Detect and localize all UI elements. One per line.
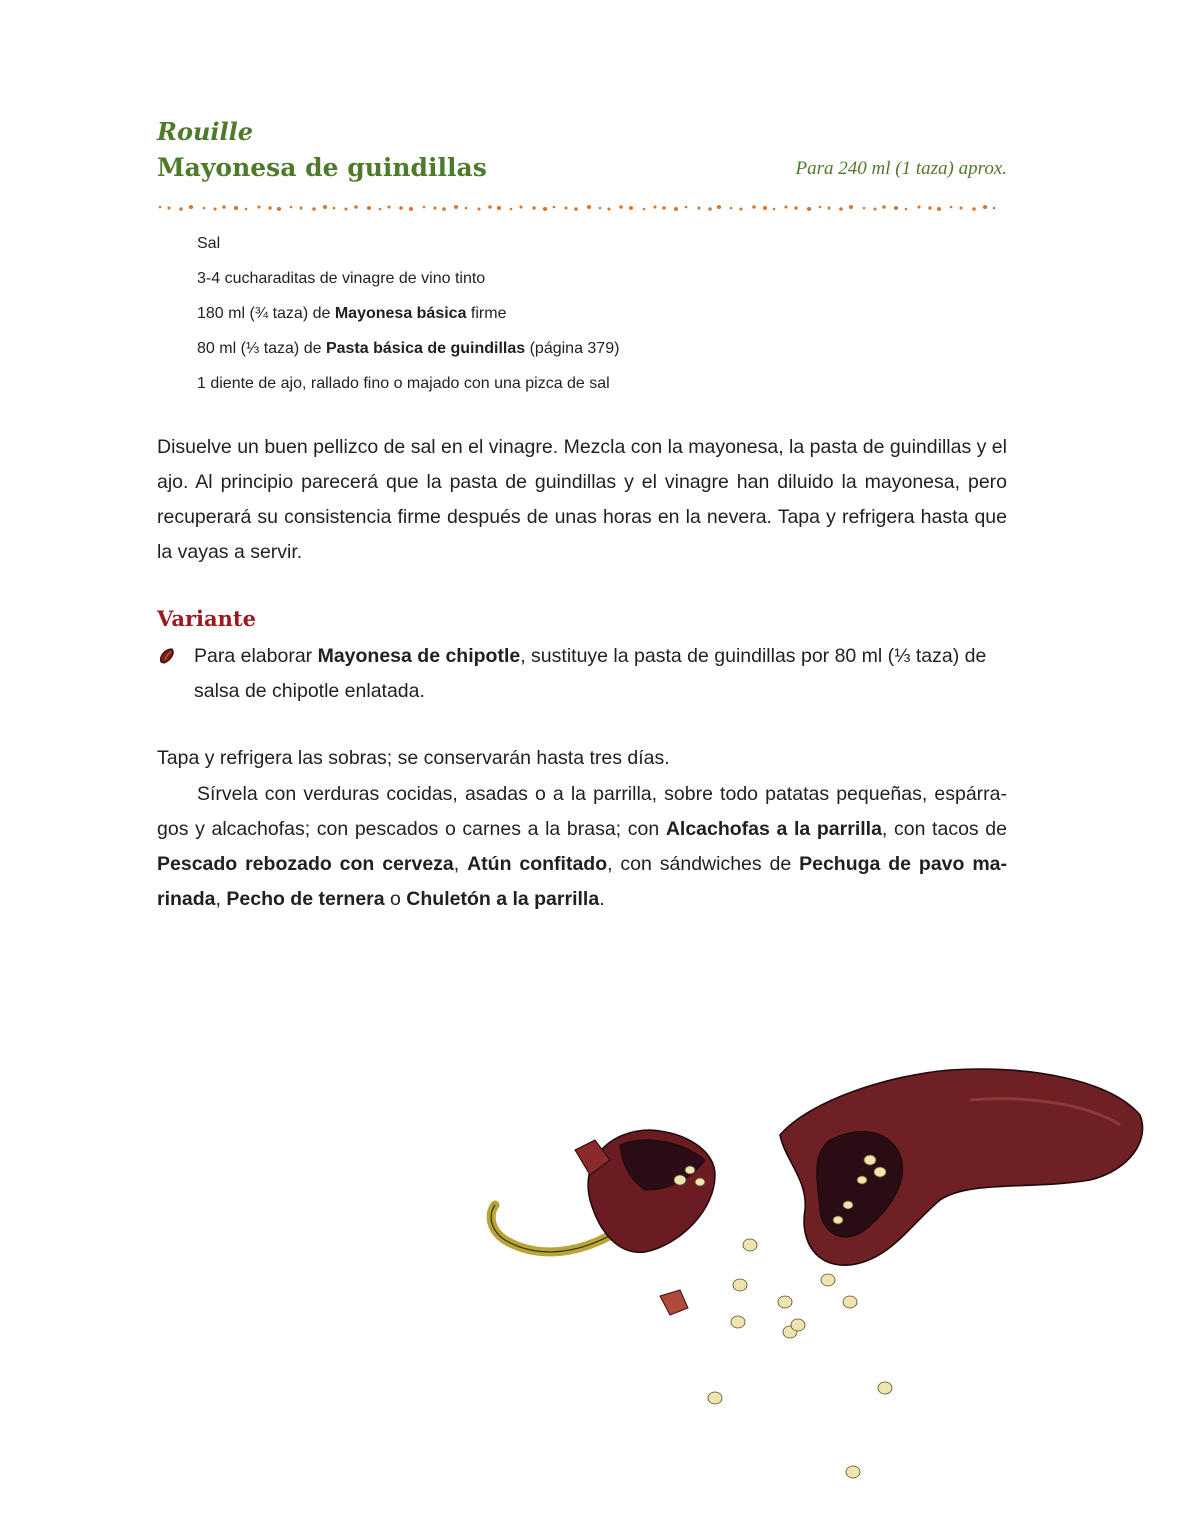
variant-text: Para elaborar Mayonesa de chipotle, sustituye la pasta de guindillas por 80 ml (⅓ taza) de salsa de chipotle enlatada. <box>194 645 987 702</box>
dried-chile-illustration <box>470 1040 1170 1500</box>
divider-dot <box>959 206 962 209</box>
divider-dot <box>839 207 843 211</box>
divider-dot <box>497 206 501 210</box>
divider-dot <box>685 206 688 209</box>
divider-dot <box>599 207 602 210</box>
recipe-link: Pescado rebozado con cerveza <box>157 853 454 875</box>
list-item: Sal <box>197 235 221 252</box>
storage-paragraph: Tapa y refrigera las sobras; se conservarán hasta tres días. <box>157 747 670 769</box>
divider-dot <box>708 207 712 211</box>
recipe-yield: Para 240 ml (1 taza) aprox. <box>795 158 1007 179</box>
chile-chip <box>660 1290 688 1315</box>
divider-dot <box>905 208 908 211</box>
recipe-link: Atún confitado <box>467 853 608 875</box>
recipe-link: Mayonesa de chipotle <box>317 645 521 667</box>
variant-heading: Variante <box>157 606 256 631</box>
divider-dot <box>553 206 556 209</box>
divider-dot <box>784 205 787 208</box>
divider-dot <box>299 206 302 209</box>
divider-dot <box>290 206 293 209</box>
divider-dot <box>894 206 898 210</box>
divider-dot <box>674 207 678 211</box>
divider-dot <box>423 206 426 209</box>
divider-dot <box>574 207 578 211</box>
divider-dot <box>882 205 886 209</box>
divider-dot <box>752 205 756 209</box>
recipe-link: Pecho de ternera <box>226 888 385 910</box>
divider-dot <box>730 207 733 210</box>
divider-dot <box>662 206 666 210</box>
divider-dot <box>697 206 700 209</box>
divider-dot <box>937 207 941 211</box>
divider-dot <box>983 205 987 209</box>
divider-dot <box>234 206 238 210</box>
divider-dot <box>993 207 996 210</box>
divider-dot <box>510 208 513 211</box>
ingredient-list <box>197 226 619 401</box>
divider-dot <box>179 207 183 211</box>
divider-dot <box>344 207 347 210</box>
divider-dot <box>488 205 492 209</box>
chile-seeds <box>708 1239 892 1478</box>
list-item: 1 diente de ajo, rallado fino o majado con una pizca de sal <box>197 375 610 392</box>
recipe-link: Chuletón a la parrilla <box>406 888 600 910</box>
divider-dot <box>442 207 446 211</box>
divider-dot <box>950 206 953 209</box>
divider-dot <box>917 205 920 208</box>
divider-dot <box>454 205 458 209</box>
serving-paragraph: Sírvela con verduras cocidas, asadas o a la parrilla, sobre todo patatas pequeñas, espárragos y alcachofas; con pescados o carnes a la brasa; con Alcachofas a la parrilla, con tacos de Pescado rebozado con cerveza, Atún confitado, con sándwiches de Pechuga de pavo marinada, Pecho de ternera o Chuletón a la parrilla. <box>157 783 1007 910</box>
divider-dot <box>477 207 480 210</box>
divider-dot <box>159 206 162 209</box>
divider-dot <box>532 206 536 210</box>
divider-dot <box>323 205 327 209</box>
divider-dot <box>189 205 193 209</box>
divider-dot <box>268 206 272 210</box>
divider-dot <box>928 206 932 210</box>
divider-dot <box>794 206 798 210</box>
divider-dot <box>465 207 468 210</box>
divider-dot <box>379 208 382 211</box>
divider-dot <box>203 207 206 210</box>
divider-dot <box>607 207 610 210</box>
divider-dot <box>213 207 216 210</box>
divider-dot <box>819 206 822 209</box>
recipe-title: Mayonesa de guindillas <box>157 153 487 182</box>
recipe-subtitle: Rouille <box>157 117 254 146</box>
divider-dot <box>587 205 591 209</box>
divider-dot <box>354 205 358 209</box>
recipe-link: Pasta básica de guindillas <box>325 340 526 357</box>
divider-dot <box>564 206 567 209</box>
divider-dot <box>643 208 646 211</box>
divider-dot <box>387 205 390 208</box>
divider-dot <box>763 206 767 210</box>
list-item: 80 ml (⅓ taza) de Pasta básica de guindillas (página 379) <box>197 340 620 357</box>
divider-dot <box>653 205 656 208</box>
chile-bullet-icon <box>157 646 177 666</box>
divider-dot <box>717 205 721 209</box>
divider-dot <box>245 208 248 211</box>
divider-dot <box>773 208 776 211</box>
divider-dot <box>519 205 522 208</box>
divider-dot <box>739 207 742 210</box>
dotted-divider <box>157 201 1007 215</box>
list-item: 180 ml (¾ taza) de Mayonesa básica firme <box>197 305 507 322</box>
divider-dot <box>222 205 226 209</box>
divider-dot <box>257 205 260 208</box>
divider-dot <box>367 206 371 210</box>
method-paragraph: Disuelve un buen pellizco de sal en el vinagre. Mezcla con la mayonesa, la pasta de guindillas y el ajo. Al principio parecerá que la pasta de guindillas y el vinagre han diluido la mayonesa, pero recuperará su consistencia firme después de unas horas en la nevera. Tapa y refrigera hasta que la vayas a servir. <box>157 436 1007 563</box>
divider-dot <box>409 207 413 211</box>
divider-dot <box>629 206 633 210</box>
divider-dot <box>863 207 866 210</box>
divider-dot <box>277 207 281 211</box>
list-item: 3-4 cucharaditas de vinagre de vino tinto <box>197 270 486 287</box>
divider-dot <box>433 206 436 209</box>
divider-dot <box>807 207 811 211</box>
divider-dot <box>312 207 316 211</box>
recipe-link: Alcachofas a la parrilla <box>665 818 882 840</box>
divider-dot <box>543 207 547 211</box>
recipe-link: Pechuga de pavo marinada <box>157 853 1007 910</box>
divider-dot <box>399 206 403 210</box>
recipe-link: Mayonesa básica <box>334 305 467 322</box>
divider-dot <box>873 207 876 210</box>
divider-dot <box>827 206 830 209</box>
divider-dot <box>619 205 623 209</box>
divider-dot <box>333 207 336 210</box>
divider-dot <box>849 205 853 209</box>
divider-dot <box>972 207 976 211</box>
divider-dot <box>167 206 170 209</box>
